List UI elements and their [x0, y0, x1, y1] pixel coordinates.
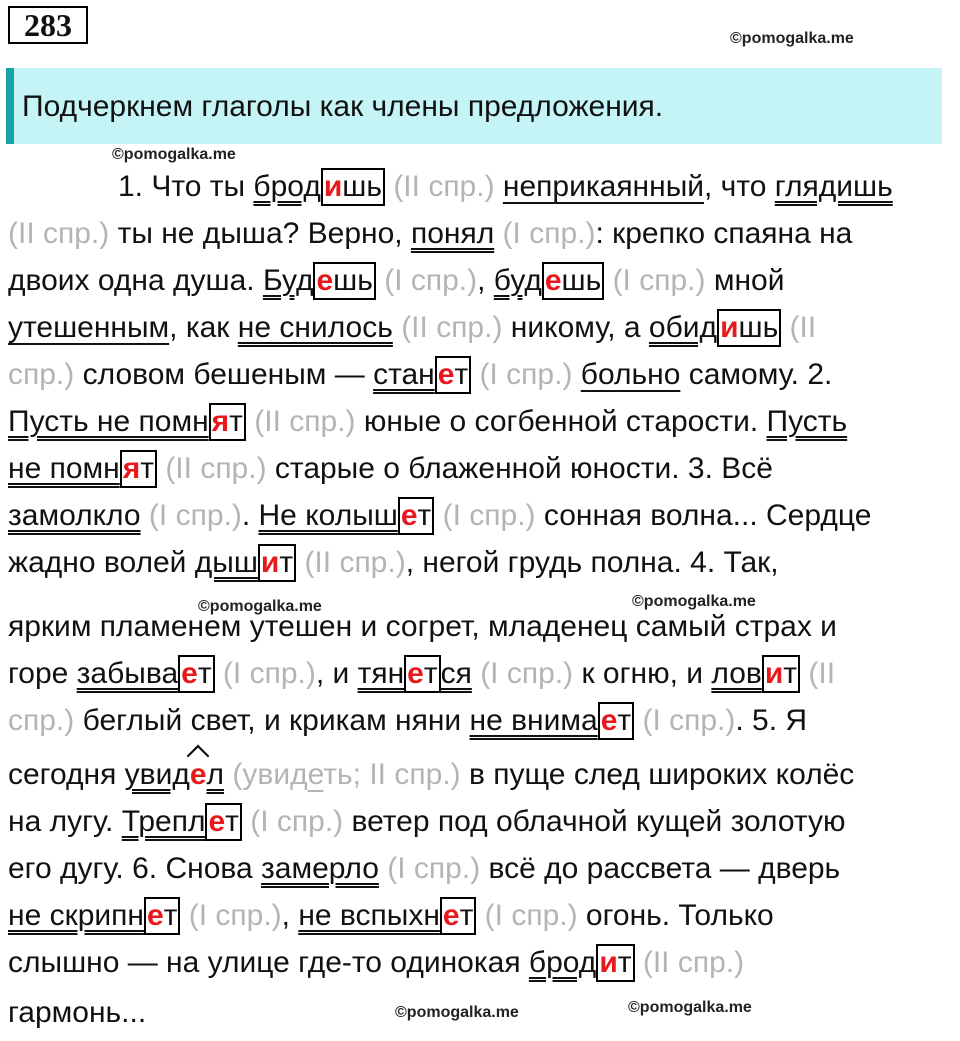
conjugation-note: (II спр.)	[392, 311, 503, 344]
verb: замерло	[261, 852, 379, 885]
conjugation-note: (I спр.)	[378, 852, 481, 885]
verb: не внима ет	[470, 704, 635, 737]
text: к огню, и	[573, 657, 712, 690]
watermark: ©pomogalka.me	[632, 593, 756, 610]
verb: обид ишь	[649, 311, 781, 344]
text-line	[118, 164, 893, 210]
text-line	[8, 352, 832, 398]
text-line	[8, 990, 146, 1036]
text: жадно волей	[8, 546, 195, 579]
verb: не скрипн ет	[8, 899, 180, 932]
text-line	[8, 258, 784, 304]
text: ты не дыша? Верно,	[109, 217, 411, 250]
watermark: ©pomogalka.me	[628, 999, 752, 1016]
suffix-mark: е	[190, 752, 207, 798]
text: двоих одна душа.	[8, 264, 263, 297]
verb: глядишь	[774, 170, 893, 203]
text-line	[8, 540, 779, 586]
watermark: ©pomogalka.me	[395, 1004, 519, 1021]
conjugation-note: (II спр.)	[8, 217, 110, 250]
conjugation-note: (II спр.)	[245, 405, 356, 438]
conjugation-note: (I спр.)	[634, 704, 736, 737]
text: больно	[580, 358, 681, 391]
text-line	[8, 604, 837, 650]
verb: Буд ешь	[263, 264, 376, 297]
conjugation-note: (I спр.)	[494, 217, 596, 250]
text-line	[8, 698, 807, 744]
text: утешенным	[8, 311, 170, 344]
text: на лугу.	[8, 805, 122, 838]
conjugation-note: (I спр.)	[214, 657, 316, 690]
text-line	[8, 211, 852, 257]
verb: Пусть не помн ят	[8, 405, 246, 438]
text-line	[8, 752, 854, 798]
watermark: ©pomogalka.me	[730, 30, 854, 47]
text: горе	[8, 657, 77, 690]
text: никому, а	[502, 311, 649, 344]
text: его дугу. 6. Снова	[8, 852, 261, 885]
text: , как	[169, 311, 238, 344]
text: 1. Что ты	[118, 170, 254, 203]
verb: не помн ят	[8, 452, 157, 485]
conjugation-note: (II спр.)	[296, 546, 406, 579]
conjugation-note: (I спр.)	[471, 358, 581, 391]
text: ярким пламенем утешен и согрет, младенец самый страх и	[8, 610, 837, 643]
verb: Трепл ет	[122, 805, 242, 838]
conjugation-note: (I спр.)	[180, 899, 282, 932]
text-line	[8, 399, 847, 445]
conjugation-note: (I спр.)	[476, 899, 578, 932]
task-instruction: Подчеркнем глаголы как члены предложения.	[22, 90, 664, 123]
text: ,	[281, 899, 299, 932]
verb: не вспыхн ет	[298, 899, 476, 932]
text: , что	[704, 170, 775, 203]
text-line	[8, 446, 773, 492]
conjugation-note: (II	[781, 311, 817, 344]
exercise-number: 283	[8, 6, 88, 44]
text-line	[8, 846, 840, 892]
verb: не снилось	[237, 311, 393, 344]
text-line	[8, 651, 835, 697]
watermark: ©pomogalka.me	[112, 146, 236, 163]
text: всё до рассвета — дверь	[480, 852, 841, 885]
text: , негой грудь полна. 4. Так,	[405, 546, 779, 579]
verb: Пусть	[766, 405, 848, 438]
text: огонь. Только	[577, 899, 774, 932]
verb: брод ишь	[253, 170, 385, 203]
text: беглый свет, и крикам няни	[74, 704, 470, 737]
text: в пуще след широких колёс	[460, 758, 855, 791]
text: .	[241, 499, 259, 532]
text: слышно — на улице где-то одинокая	[8, 946, 529, 979]
conjugation-note: (II спр.)	[156, 452, 267, 485]
text: неприкаянный	[502, 170, 705, 203]
verb: лов ит	[711, 657, 800, 690]
text-line	[8, 799, 846, 845]
text: сонная волна... Сердце	[535, 499, 872, 532]
text: , и	[315, 657, 358, 690]
text: . 5. Я	[735, 704, 808, 737]
conjugation-note: (II спр.)	[384, 170, 503, 203]
text: сегодня	[8, 758, 125, 791]
text-line	[8, 893, 774, 939]
text: юные о согбенной старости.	[355, 405, 767, 438]
text-line	[8, 940, 744, 986]
verb: забыва ет	[77, 657, 215, 690]
text: старые о блаженной юности. 3. Всё	[266, 452, 773, 485]
verb: понял	[410, 217, 495, 250]
verb: увидел	[125, 758, 224, 791]
conjugation-note: (I спр.)	[241, 805, 344, 838]
verb: тян ет ся	[358, 657, 472, 690]
text: гармонь...	[8, 996, 147, 1029]
conjugation-note: (II	[800, 657, 836, 690]
text: : крепко спаяна на	[595, 217, 853, 250]
verb: брод ит	[529, 946, 635, 979]
conjugation-note: (I спр.)	[434, 499, 536, 532]
verb: стан ет	[373, 358, 471, 391]
conjugation-note: спр.)	[8, 358, 75, 391]
conjugation-note: (I спр.)	[471, 657, 574, 690]
conjugation-note: (I спр.)	[140, 499, 242, 532]
text-line	[8, 305, 816, 351]
verb: дыш ит	[195, 546, 296, 579]
conjugation-note: (II спр.)	[634, 946, 745, 979]
verb: замолкло	[8, 499, 141, 532]
text-line	[8, 493, 871, 539]
text: ветер под облачной кущей золотую	[343, 805, 846, 838]
text: ,	[477, 264, 494, 297]
verb: Не колыш ет	[259, 499, 435, 532]
conjugation-note: (увидеть; II спр.)	[224, 758, 461, 791]
verb: буд ешь	[494, 264, 604, 297]
conjugation-note: (I спр.)	[604, 264, 706, 297]
text: мной	[705, 264, 785, 297]
text: самому. 2.	[680, 358, 833, 391]
watermark: ©pomogalka.me	[198, 598, 322, 615]
conjugation-note: (I спр.)	[375, 264, 478, 297]
text: словом бешеным —	[74, 358, 374, 391]
conjugation-note: спр.)	[8, 704, 75, 737]
